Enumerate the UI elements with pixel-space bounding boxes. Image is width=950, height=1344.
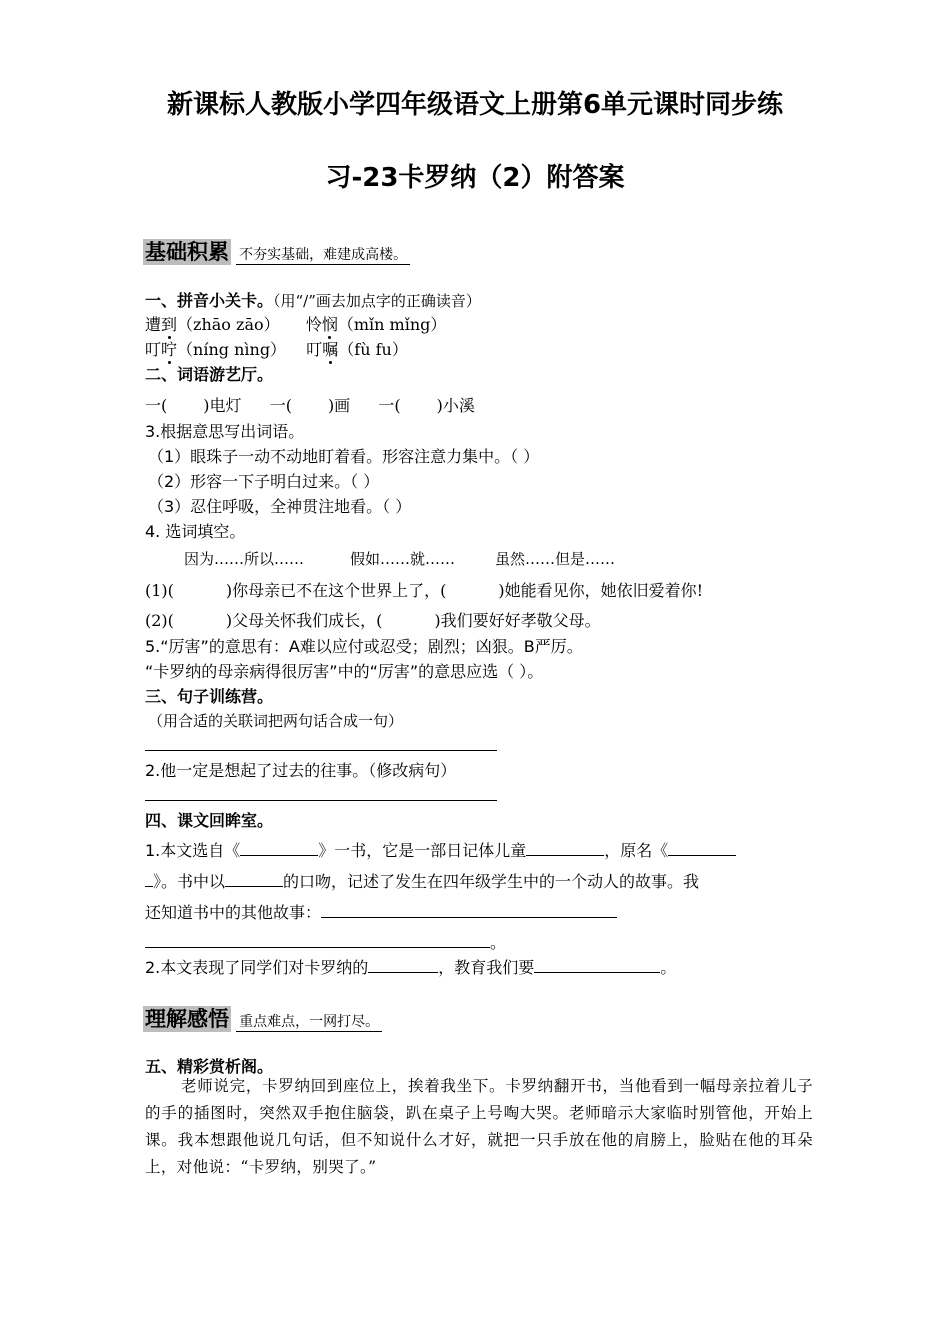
- q4-options: [184, 548, 615, 569]
- text-part: ，教育我们要: [438, 958, 535, 977]
- text-part: 》。书中以: [153, 872, 226, 891]
- text-part: 还知道书中的其他故事：: [145, 903, 322, 922]
- sentence-part: )我们要好好孝敬父母。: [434, 611, 601, 630]
- q5-line-1: 5.“厉害”的意思有：A难以应付或忍受；剧烈；凶狠。B严厉。: [145, 637, 583, 656]
- sentence-part: )父母关怀我们成长，(: [225, 611, 383, 630]
- pinyin-options: （zhāo zāo）: [177, 315, 280, 334]
- dotted-char: 咛: [161, 340, 178, 359]
- q1-heading: 一、拼音小关卡。: [145, 291, 274, 310]
- q1-row2: [145, 337, 408, 360]
- page-title-line1: 新课标人教版小学四年级语文上册第6单元课时同步练: [166, 90, 784, 120]
- q3-section-heading: 三、句子训练营。: [145, 687, 274, 706]
- q4-line-4: [145, 930, 506, 953]
- char: 遭: [145, 315, 162, 334]
- char: 叮: [306, 340, 323, 359]
- section-tag: 基础积累: [145, 240, 229, 264]
- q3-title: 3.根据意思写出词语。: [145, 422, 305, 441]
- q4-line-1: [145, 838, 736, 861]
- q4-line-5: [145, 955, 676, 978]
- section-motto: 重点难点，一网打尽。: [236, 1014, 382, 1032]
- q1-heading-row: [145, 288, 481, 311]
- sentence-part: )你母亲已不在这个世界上了，(: [225, 581, 447, 600]
- section-tag: 理解感悟: [145, 1007, 229, 1031]
- fill-word: )电灯: [203, 396, 242, 415]
- sentence-part: (2)(: [145, 611, 174, 630]
- q4-section-heading: 四、课文回眸室。: [145, 811, 274, 830]
- text-part: 的口吻，记述了发生在四年级学生中的一个动人的故事。我: [283, 872, 700, 891]
- page-title-line2: 习-23卡罗纳（2）附答案: [325, 163, 625, 193]
- dotted-char: 悯: [321, 315, 338, 334]
- dotted-char: 嘱: [322, 340, 339, 359]
- fill-prefix: 一(: [269, 396, 292, 415]
- q5-line-2: “卡罗纳的母亲病得很厉害”中的“厉害”的意思应选（ ）。: [145, 662, 544, 681]
- q1-instruction: （用“/”画去加点字的正确读音）: [273, 292, 481, 310]
- q4-sentence-2: [145, 608, 601, 631]
- q5-section-heading: 五、精彩赏析阁。: [145, 1057, 274, 1076]
- fill-prefix: 一(: [378, 396, 401, 415]
- fill-prefix: 一(: [145, 396, 168, 415]
- q4-line-3: [145, 900, 617, 923]
- fill-word: )小溪: [436, 396, 475, 415]
- option: 假如……就……: [350, 550, 456, 568]
- option: 因为……所以……: [184, 550, 305, 568]
- sentence-part: (1)(: [145, 581, 174, 600]
- pinyin-options: （mǐn mǐng）: [337, 315, 447, 334]
- option: 虽然……但是……: [495, 550, 616, 568]
- q3-item-1: （1）眼珠子一动不动地盯着看。形容注意力集中。（ ）: [148, 447, 540, 466]
- text-part: ，原名《: [604, 841, 669, 860]
- pinyin-options: （níng nìng）: [177, 340, 287, 359]
- section-motto: 不夯实基础，难建成高楼。: [236, 247, 410, 265]
- sentence-part: )她能看见你，她依旧爱着你!: [498, 581, 704, 600]
- char: 怜: [305, 315, 322, 334]
- q4-sentence-1: [145, 578, 703, 601]
- section-header-lijie: [143, 1003, 382, 1033]
- q4-line-2: [145, 869, 699, 892]
- q1-row1: [145, 312, 446, 335]
- q3-item-3: （3）忍住呼吸，全神贯注地看。（ ）: [148, 497, 412, 516]
- text-part: 》一书，它是一部日记体儿童: [318, 841, 527, 860]
- answer-line: [145, 800, 497, 801]
- reading-passage: 老师说完，卡罗纳回到座位上，挨着我坐下。卡罗纳翻开书，当他看到一幅母亲拉着儿子的手的插图时，突然双手抱住脑袋，趴在桌子上号啕大哭。老师暗示大家临时别管他，开始上课。我本想跟他说几句话，但不知说什么才好，就把一只手放在他的肩膀上，脸贴在他的耳朵上，对他说：“卡罗纳，别哭了。”: [145, 1077, 813, 1176]
- text-part: 1.本文选自《: [145, 841, 241, 860]
- q4-title: 4. 选词填空。: [145, 522, 246, 541]
- pinyin-options: （fù fu）: [338, 340, 408, 359]
- text-part: 2.本文表现了同学们对卡罗纳的: [145, 958, 369, 977]
- dotted-char: 到: [161, 315, 178, 334]
- answer-line: [145, 750, 497, 751]
- char: 叮: [145, 340, 162, 359]
- q3-section-item-1: （用合适的关联词把两句话合成一句）: [148, 712, 404, 730]
- q2-heading: 二、词语游艺厅。: [145, 365, 274, 384]
- section-header-jichu: [143, 236, 410, 266]
- q2-fill-row: [145, 393, 475, 416]
- q3-section-item-2: 2.他一定是想起了过去的往事。（修改病句）: [145, 761, 457, 780]
- fill-word: )画: [327, 396, 351, 415]
- text-part: 。: [490, 933, 507, 952]
- text-part: 。: [660, 958, 677, 977]
- q3-item-2: （2）形容一下子明白过来。（ ）: [148, 472, 380, 491]
